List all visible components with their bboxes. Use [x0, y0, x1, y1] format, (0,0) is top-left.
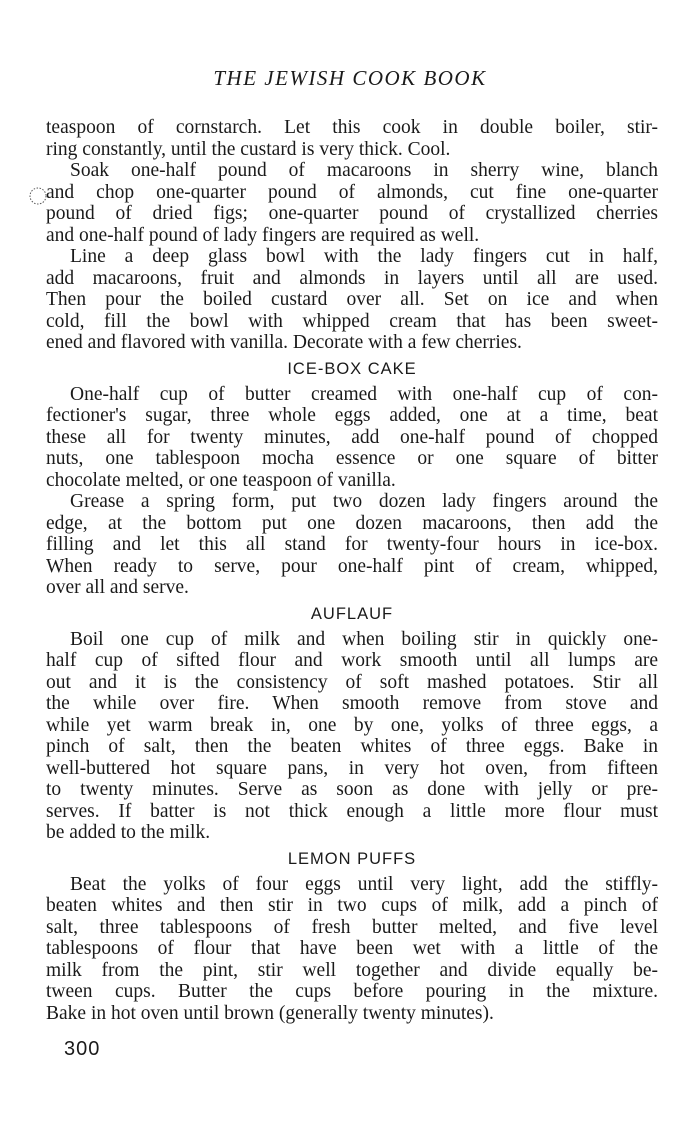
text-line: Bake in hot oven until brown (generally twenty minutes).: [46, 1002, 494, 1024]
text-line: cold, fill the bowl with whipped cream that has been sweet-: [46, 310, 658, 332]
text-line: Beat the yolks of four eggs until very light, add the stiffly-: [70, 873, 658, 895]
text-line: ened and flavored with vanilla. Decorate with a few cherries.: [46, 332, 522, 353]
page-body: [46, 117, 658, 1024]
text-line: be added to the milk.: [46, 822, 211, 843]
paragraph: [46, 491, 658, 599]
text-line: One-half cup of butter creamed with one-half cup of con-: [70, 383, 658, 405]
text-line: over all and serve.: [46, 577, 189, 598]
text-line: pinch of salt, then the beaten whites of three eggs. Bake in: [46, 736, 658, 757]
text-line: teaspoon of cornstarch. Let this cook in double boiler, stir-: [46, 117, 658, 138]
paragraph: [46, 246, 658, 354]
text-line: these all for twenty minutes, add one-half pound of chopped: [46, 426, 658, 448]
text-line: half cup of sifted flour and work smooth until all lumps are: [46, 650, 658, 671]
text-line: tablespoons of flour that have been wet with a little of the: [46, 938, 658, 959]
text-line: out and it is the consistency of soft mashed potatoes. Stir all: [46, 671, 658, 693]
text-line: tween cups. Butter the cups before pouring in the mixture.: [46, 981, 658, 1002]
text-line: filling and let this all stand for twenty-four hours in ice-box.: [46, 534, 658, 555]
paragraph: [46, 874, 658, 1025]
text-line: and one-half pound of lady fingers are required as well.: [46, 224, 480, 246]
text-line: to twenty minutes. Serve as soon as done with jelly or pre-: [46, 779, 658, 800]
paragraph: [46, 160, 658, 246]
text-line: serves. If batter is not thick enough a little more flour must: [46, 800, 658, 822]
text-line: well-buttered hot square pans, in very hot oven, from fifteen: [46, 757, 658, 779]
section-heading: LEMON PUFFS: [287, 849, 417, 868]
text-line: Boil one cup of milk and when boiling stir in quickly one-: [70, 628, 658, 650]
text-line: nuts, one tablespoon mocha essence or one square of bitter: [46, 448, 658, 469]
text-line: edge, at the bottom put one dozen macaroons, then add the: [46, 512, 658, 534]
text-line: fectioner's sugar, three whole eggs added, one at a time, beat: [46, 405, 658, 426]
text-line: Grease a spring form, put two dozen lady fingers around the: [70, 491, 658, 512]
text-line: beaten whites and then stir in two cups of milk, add a pinch of: [46, 895, 658, 916]
text-line: Soak one-half pound of macaroons in sherry wine, blanch: [70, 160, 658, 181]
paragraph: [46, 629, 658, 844]
text-line: salt, three tablespoons of fresh butter melted, and five level: [46, 916, 658, 938]
text-line: while yet warm break in, one by one, yolks of three eggs, a: [46, 714, 658, 736]
running-title: THE JEWISH COOK BOOK: [213, 66, 487, 90]
text-line: Line a deep glass bowl with the lady fingers cut in half,: [70, 246, 658, 267]
text-line: Then pour the boiled custard over all. Set on ice and when: [46, 289, 658, 310]
text-line: chocolate melted, or one teaspoon of vanilla.: [46, 469, 396, 491]
text-line: When ready to serve, pour one-half pint of cream, whipped,: [46, 555, 658, 577]
text-line: the while over fire. When smooth remove from stove and: [46, 693, 658, 714]
section-heading: ICE-BOX CAKE: [287, 359, 417, 378]
paragraph: [46, 384, 658, 492]
paragraph: [46, 117, 658, 160]
text-line: milk from the pint, stir well together and divide equally be-: [46, 959, 658, 981]
page-number: 300: [64, 1038, 101, 1060]
section-heading: AUFLAUF: [310, 604, 394, 623]
text-line: ring constantly, until the custard is very thick. Cool.: [46, 138, 451, 160]
text-line: and chop one-quarter pound of almonds, cut fine one-quarter: [46, 181, 658, 203]
text-line: pound of dried figs; one-quarter pound of crystallized cherries: [46, 203, 658, 224]
text-line: add macaroons, fruit and almonds in layers until all are used.: [46, 267, 658, 289]
